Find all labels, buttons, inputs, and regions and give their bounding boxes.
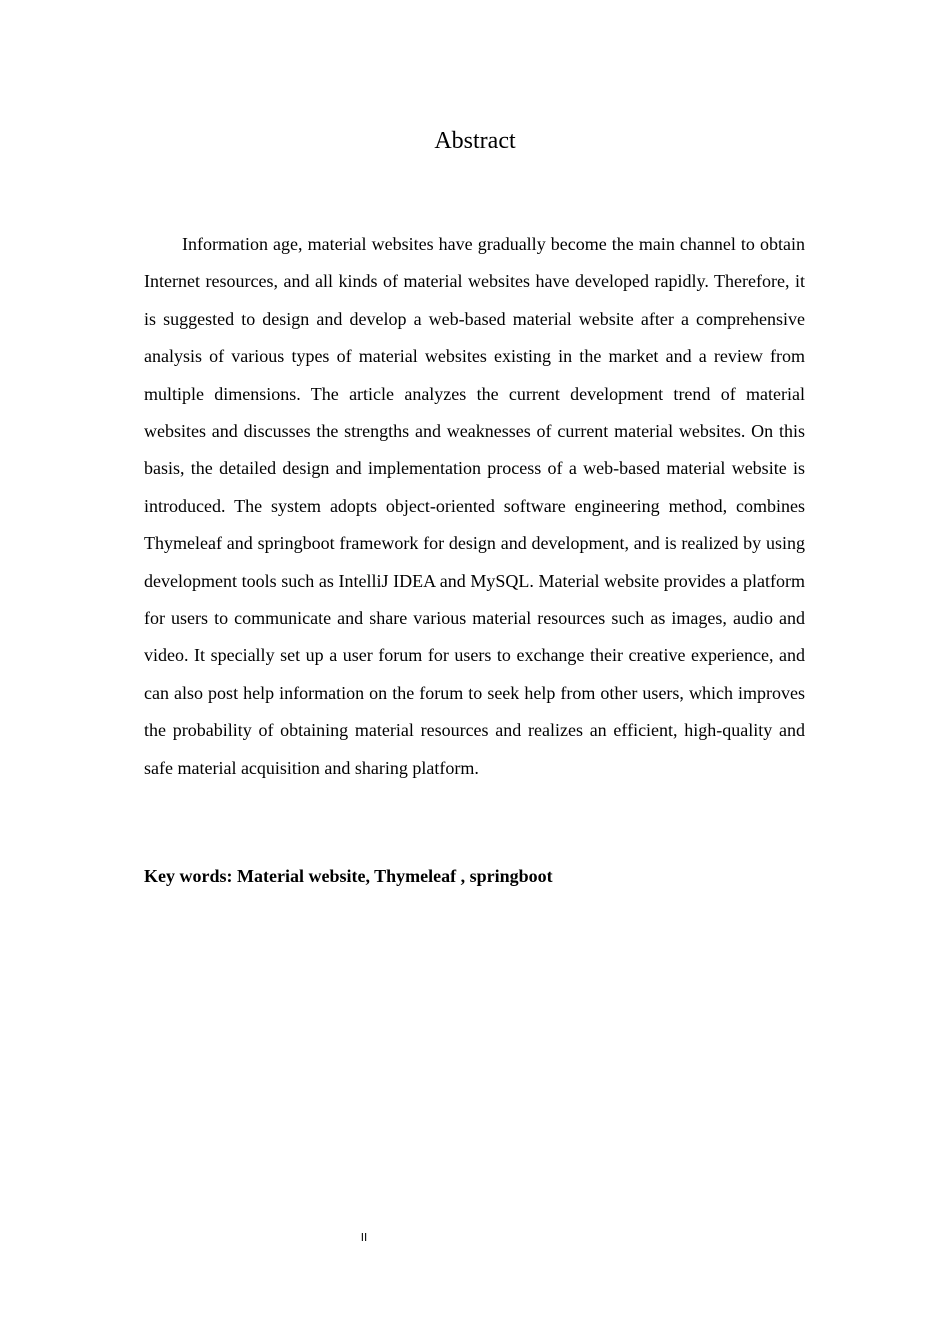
page-number: II xyxy=(360,1231,368,1244)
abstract-body: Information age, material websites have gradually become the main channel to obtain Internet resources, and all kinds of material websites have developed rapidly. Therefore, it is suggested to design and develop a web-based material website after a comprehensive analysis of various types of material websites existing in the market and a review from multiple dimensions. The article analyzes the current development trend of material websites and discusses the strengths and weaknesses of current material websites. On this basis, the detailed design and implementation process of a web-based material website is introduced. The system adopts object-oriented software engineering method, combines Thymeleaf and springboot framework for design and development, and is realized by using development tools such as IntelliJ IDEA and MySQL. Material website provides a platform for users to communicate and share various material resources such as images, audio and video. It specially set up a user forum for users to exchange their creative experience, and can also post help information on the forum to seek help from other users, which improves the probability of obtaining material resources and realizes an efficient, high-quality and safe material acquisition and sharing platform. xyxy=(144,234,805,778)
abstract-title: Abstract xyxy=(434,128,516,154)
keywords-line: Key words: Material website, Thymeleaf , springboot xyxy=(144,866,553,886)
